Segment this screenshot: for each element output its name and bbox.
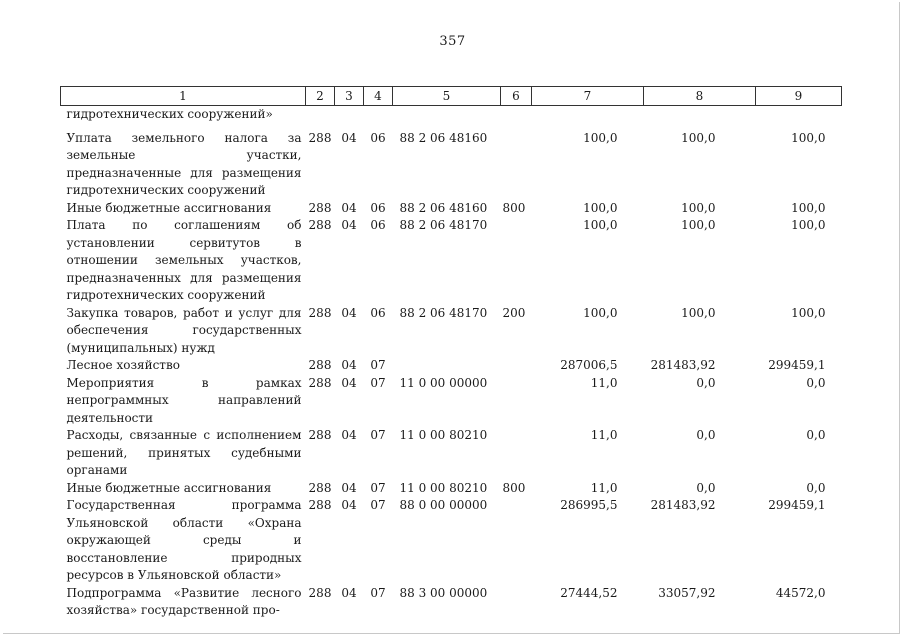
cell-amount-col8: 100,0 <box>681 218 716 232</box>
table-row <box>61 124 842 200</box>
cell-subsection: 07 <box>370 358 386 372</box>
cell-name: Лесное хозяйство <box>66 358 180 372</box>
cell-target-article: 88 3 00 00000 <box>399 585 488 600</box>
cell-expense-type <box>501 497 532 585</box>
cell-target-article <box>393 357 501 375</box>
cell-name: Плата по соглашениям об установлении сервитутов в отношении земельных участков, предназначенных для размещения гидротехнических сооружений <box>66 218 302 302</box>
cell-name: Уплата земельного налога за земельные участки, предназначенные для размещения гидротехнических сооружений <box>66 130 302 197</box>
table-row <box>61 585 842 620</box>
column-header: 8 <box>644 87 756 106</box>
cell-section: 04 <box>341 218 357 232</box>
column-header: 6 <box>501 87 532 106</box>
cell-admin-code: 288 <box>308 428 332 442</box>
cell-name: Закупка товаров, работ и услуг для обеспечения государственных (муниципальных) нужд <box>66 305 302 355</box>
cell-admin-code: 288 <box>308 480 332 495</box>
cell-section: 04 <box>341 375 357 390</box>
table-row <box>61 480 842 498</box>
cell-amount-col7: 100,0 <box>583 305 618 320</box>
column-header: 9 <box>756 87 842 106</box>
cell-target-article: 11 0 00 80210 <box>399 428 488 442</box>
table-row <box>61 106 842 124</box>
cell-amount-col8: 281483,92 <box>650 358 716 372</box>
cell-target-article: 88 2 06 48160 <box>399 130 488 145</box>
cell-amount-col9: 299459,1 <box>768 358 826 372</box>
cell-amount-col7: 11,0 <box>590 480 618 495</box>
column-header: 2 <box>306 87 335 106</box>
cell-section: 04 <box>341 498 357 512</box>
cell-expense-type: 800 <box>502 480 526 495</box>
cell-expense-type <box>501 375 532 428</box>
cell-subsection: 07 <box>370 428 386 442</box>
cell-expense-type <box>501 357 532 375</box>
cell-amount-col8: 100,0 <box>681 130 716 145</box>
cell-name: Расходы, связанные с исполнением решений, принятых судебными органами <box>66 428 302 477</box>
table-body <box>61 106 842 620</box>
cell-expense-type <box>501 427 532 480</box>
cell-amount-col9: 299459,1 <box>768 498 826 512</box>
table-row <box>61 375 842 428</box>
cell-target-article: 88 0 00 00000 <box>399 498 488 512</box>
cell-amount-col9: 44572,0 <box>775 585 826 600</box>
cell-admin-code: 288 <box>308 218 332 232</box>
cell-subsection <box>364 106 393 124</box>
cell-amount-col7: 287006,5 <box>560 358 618 372</box>
cell-amount-col8: 33057,92 <box>658 585 716 600</box>
cell-section: 04 <box>341 200 357 215</box>
cell-name: Подпрограмма «Развитие лесного хозяйства» государственной про- <box>66 585 302 617</box>
cell-amount-col9: 100,0 <box>791 218 826 232</box>
cell-expense-type: 200 <box>502 305 526 320</box>
cell-name: Государственная программа Ульяновской области «Охрана окружающей среды и восстановление природных ресурсов в Ульяновской области» <box>66 498 302 582</box>
table-row <box>61 497 842 585</box>
table-row <box>61 427 842 480</box>
cell-target-article <box>393 106 501 124</box>
cell-name: гидротехнических сооружений» <box>66 107 273 121</box>
column-header: 5 <box>393 87 501 106</box>
cell-amount-col9: 0,0 <box>806 375 826 390</box>
cell-subsection: 06 <box>370 130 386 145</box>
cell-amount-col9: 100,0 <box>791 130 826 145</box>
cell-amount-col9: 0,0 <box>806 480 826 495</box>
column-header-row <box>61 87 842 106</box>
cell-admin-code: 288 <box>308 375 332 390</box>
cell-amount-col8: 0,0 <box>696 480 716 495</box>
cell-section: 04 <box>341 305 357 320</box>
cell-expense-type <box>501 106 532 124</box>
cell-subsection: 07 <box>370 375 386 390</box>
cell-subsection: 07 <box>370 585 386 600</box>
cell-admin-code: 288 <box>308 585 332 600</box>
cell-admin-code: 288 <box>308 305 332 320</box>
cell-target-article: 11 0 00 00000 <box>399 375 488 390</box>
cell-section: 04 <box>341 428 357 442</box>
cell-expense-type: 800 <box>502 200 526 215</box>
cell-admin-code: 288 <box>308 358 332 372</box>
table-row <box>61 200 842 218</box>
cell-amount-col8 <box>644 106 756 124</box>
cell-amount-col7: 27444,52 <box>560 585 618 600</box>
cell-section <box>335 106 364 124</box>
cell-amount-col9 <box>756 106 842 124</box>
cell-amount-col9: 0,0 <box>806 428 826 442</box>
cell-amount-col8: 0,0 <box>696 428 716 442</box>
cell-amount-col9: 100,0 <box>791 305 826 320</box>
table-row <box>61 357 842 375</box>
cell-expense-type <box>501 217 532 305</box>
column-header: 4 <box>364 87 393 106</box>
cell-name: Мероприятия в рамках непрограммных направлений деятельности <box>66 375 302 425</box>
table-row <box>61 305 842 358</box>
cell-target-article: 88 2 06 48170 <box>399 218 488 232</box>
cell-amount-col8: 281483,92 <box>650 498 716 512</box>
cell-amount-col7: 100,0 <box>583 130 618 145</box>
cell-amount-col7: 286995,5 <box>560 498 618 512</box>
cell-target-article: 88 2 06 48170 <box>399 305 488 320</box>
cell-section: 04 <box>341 480 357 495</box>
cell-amount-col8: 100,0 <box>681 305 716 320</box>
cell-subsection: 07 <box>370 480 386 495</box>
cell-subsection: 06 <box>370 200 386 215</box>
cell-admin-code: 288 <box>308 498 332 512</box>
cell-target-article: 11 0 00 80210 <box>399 480 488 495</box>
cell-amount-col7: 11,0 <box>590 375 618 390</box>
cell-amount-col7: 11,0 <box>590 428 618 442</box>
budget-table <box>60 86 842 620</box>
cell-subsection: 06 <box>370 218 386 232</box>
cell-amount-col9: 100,0 <box>791 200 826 215</box>
cell-section: 04 <box>341 130 357 145</box>
cell-amount-col8: 0,0 <box>696 375 716 390</box>
column-header: 7 <box>532 87 644 106</box>
cell-admin-code: 288 <box>308 130 332 145</box>
cell-section: 04 <box>341 358 357 372</box>
cell-admin-code <box>306 106 335 124</box>
cell-subsection: 07 <box>370 498 386 512</box>
cell-expense-type <box>501 124 532 200</box>
cell-name: Иные бюджетные ассигнования <box>66 200 272 215</box>
cell-target-article: 88 2 06 48160 <box>399 200 488 215</box>
cell-amount-col8: 100,0 <box>681 200 716 215</box>
table-row <box>61 217 842 305</box>
column-header: 3 <box>335 87 364 106</box>
column-header: 1 <box>61 87 306 106</box>
cell-subsection: 06 <box>370 305 386 320</box>
cell-admin-code: 288 <box>308 200 332 215</box>
cell-section: 04 <box>341 585 357 600</box>
cell-expense-type <box>501 585 532 620</box>
cell-amount-col7: 100,0 <box>583 200 618 215</box>
cell-name: Иные бюджетные ассигнования <box>66 480 272 495</box>
page-number: 357 <box>439 34 466 49</box>
cell-amount-col7: 100,0 <box>583 218 618 232</box>
cell-amount-col7 <box>532 106 644 124</box>
